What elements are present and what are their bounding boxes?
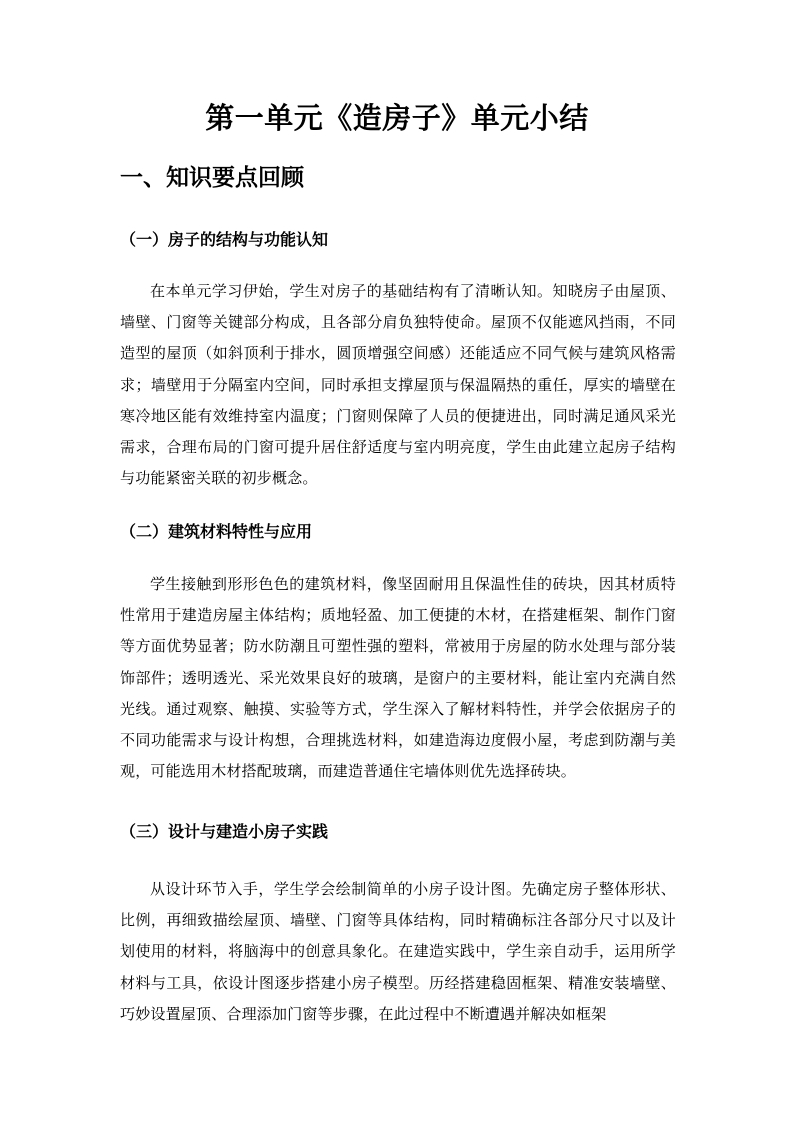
section-heading: 一、知识要点回顾: [120, 165, 304, 191]
subsection-heading-practice: （三）设计与建造小房子实践: [120, 822, 329, 841]
document-title: 第一单元《造房子》单元小结: [205, 101, 589, 135]
paragraph-structure: 在本单元学习伊始，学生对房子的基础结构有了清晰认知。知晓房子由屋顶、墙壁、门窗等关键部分构成，且各部分肩负独特使命。屋顶不仅能遮风挡雨，不同造型的屋顶（如斜顶利于排水，圆顶增强空间感）还能适应不同气候与建筑风格需求；墙壁用于分隔室内空间，同时承担支撑屋顶与保温隔热的重任，厚实的墙壁在寒冷地区能有效维持室内温度；门窗则保障了人员的便捷进出，同时满足通风采光需求，合理布局的门窗可提升居住舒适度与室内明亮度，学生由此建立起房子结构与功能紧密关联的初步概念。: [120, 282, 676, 488]
subsection-heading-materials: （二）建筑材料特性与应用: [120, 522, 313, 541]
paragraph-materials: 学生接触到形形色色的建筑材料，像坚固耐用且保温性佳的砖块，因其材质特性常用于建造房屋主体结构；质地轻盈、加工便捷的木材，在搭建框架、制作门窗等方面优势显著；防水防潮且可塑性强的塑料，常被用于房屋的防水处理与部分装饰部件；透明透光、采光效果良好的玻璃，是窗户的主要材料，能让室内充满自然光线。通过观察、触摸、实验等方式，学生深入了解材料特性，并学会依据房子的不同功能需求与设计构想，合理挑选材料，如建造海边度假小屋，考虑到防潮与美观，可能选用木材搭配玻璃，而建造普通住宅墙体则优先选择砖块。: [120, 575, 676, 781]
paragraph-practice: 从设计环节入手，学生学会绘制简单的小房子设计图。先确定房子整体形状、比例，再细致描绘屋顶、墙壁、门窗等具体结构，同时精确标注各部分尺寸以及计划使用的材料，将脑海中的创意具象化。在建造实践中，学生亲自动手，运用所学材料与工具，依设计图逐步搭建小房子模型。历经搭建稳固框架、精准安装墙壁、巧妙设置屋顶、合理添加门窗等步骤，在此过程中不断遭遇并解决如框架: [120, 880, 676, 1023]
subsection-heading-structure: （一）房子的结构与功能认知: [120, 230, 329, 249]
